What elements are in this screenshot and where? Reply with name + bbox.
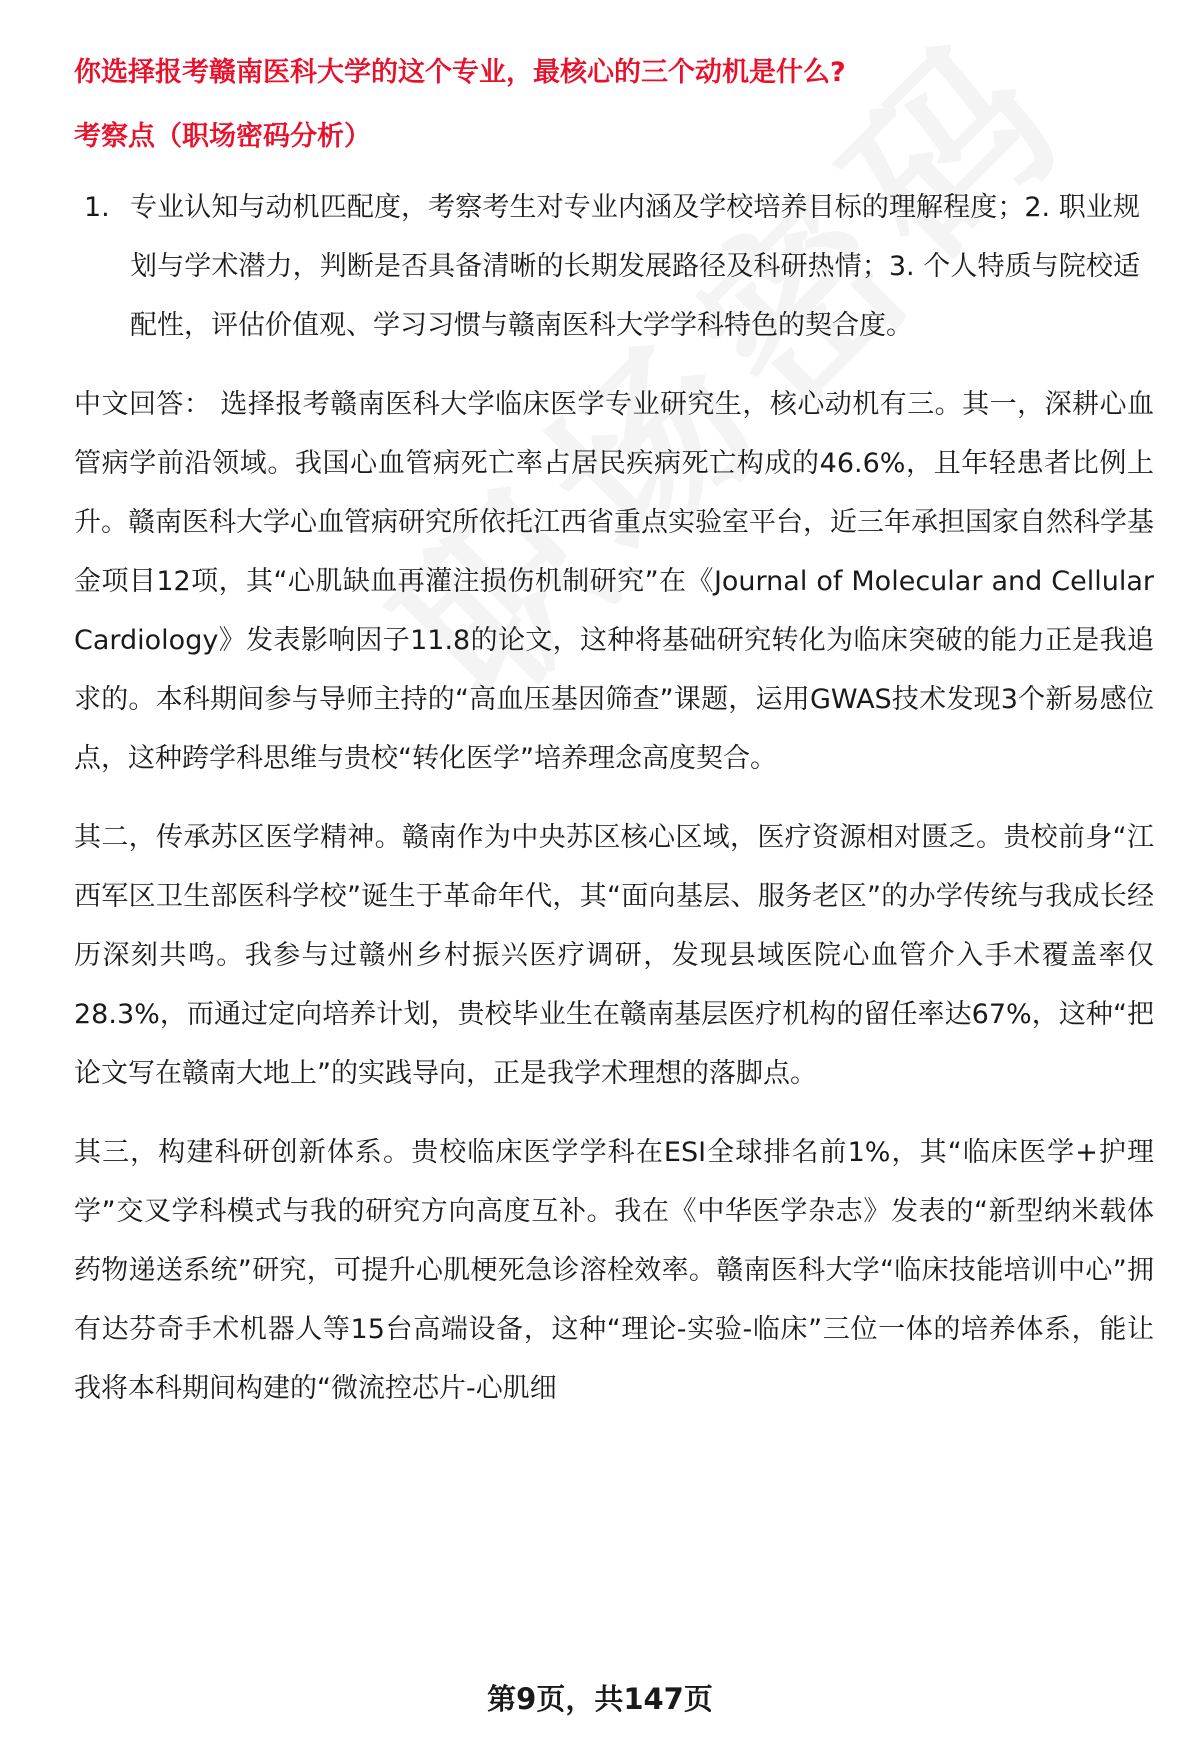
answer-paragraph-1: 中文回答： 选择报考赣南医科大学临床医学专业研究生，核心动机有三。其一，深耕心血管病学前沿领域。我国心血管病死亡率占居民疾病死亡构成的46.6%，且年轻患者比例上升。赣南医科大学心血管病研究所依托江西省重点实验室平台，近三年承担国家自然科学基金项目12项，其“心肌缺血再灌注损伤机制研究”在《Journal of Molecular and Cellular Cardiology》发表影响因子11.8的论文，这种将基础研究转化为临床突破的能力正是我追求的。本科期间参与导师主持的“高血压基因筛查”课题，运用GWAS技术发现3个新易感位点，这种跨学科思维与贵校“转化医学”培养理念高度契合。 — [74, 389, 1154, 774]
list-item-number: 1. — [84, 192, 110, 223]
document-content — [74, 52, 1154, 1438]
section-heading: 考察点（职场密码分析） — [74, 121, 371, 152]
answer-paragraph-3: 其三，构建科研创新体系。贵校临床医学学科在ESI全球排名前1%，其“临床医学+护理学”交叉学科模式与我的研究方向高度互补。我在《中华医学杂志》发表的“新型纳米载体药物递送系统”研究，可提升心肌梗死急诊溶栓效率。赣南医科大学“临床技能培训中心”拥有达芬奇手术机器人等15台高端设备，这种“理论-实验-临床”三位一体的培养体系，能让我将本科期间构建的“微流控芯片-心肌细 — [74, 1137, 1154, 1404]
question-heading: 你选择报考赣南医科大学的这个专业，最核心的三个动机是什么? — [74, 57, 846, 88]
page-footer: 第9页，共147页 — [487, 1682, 713, 1716]
answer-paragraph-2: 其二，传承苏区医学精神。赣南作为中央苏区核心区域，医疗资源相对匮乏。贵校前身“江西军区卫生部医科学校”诞生于革命年代，其“面向基层、服务老区”的办学传统与我成长经历深刻共鸣。我参与过赣州乡村振兴医疗调研，发现县域医院心血管介入手术覆盖率仅28.3%，而通过定向培养计划，贵校毕业生在赣南基层医疗机构的留任率达67%，这种“把论文写在赣南大地上”的实践导向，正是我学术理想的落脚点。 — [74, 822, 1154, 1089]
list-item — [74, 178, 1154, 355]
list-item-text: 专业认知与动机匹配度，考察考生对专业内涵及学校培养目标的理解程度；2. 职业规划与学术潜力，判断是否具备清晰的长期发展路径及科研热情；3. 个人特质与院校适配性，评估价值观、学习习惯与赣南医科大学学科特色的契合度。 — [130, 192, 1140, 341]
